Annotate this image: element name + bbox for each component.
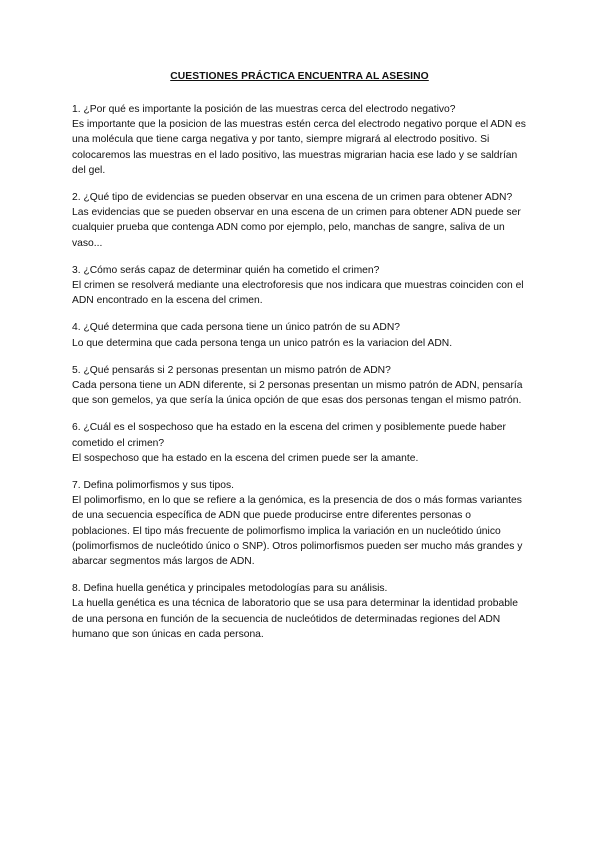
- question-text: 1. ¿Por qué es importante la posición de las muestras cerca del electrodo negativo?: [72, 104, 456, 115]
- question-text: 8. Defina huella genética y principales metodologías para su análisis.: [72, 583, 388, 595]
- answer-text: Cada persona tiene un ADN diferente, si 2 personas presentan un mismo patrón de ADN, pensaría que son gemelos, ya que sería la única opción de que esas dos personas tengan el mismo patrón.: [72, 380, 523, 407]
- answer-text: El polimorfismo, en lo que se refiere a la genómica, es la presencia de dos o más formas variantes de una secuencia específica de ADN que puede producirse entre diferentes personas o poblaciones. El tipo más frecuente de polimorfismo implica la variación en un nucleótido único (polimorfismos de nucleótido único o SNP). Otros polimorfismos pueden ser mucho más grandes y abarcar segmentos más largos de ADN.: [72, 495, 523, 568]
- question-block-7: [72, 478, 527, 569]
- question-block-3: [72, 263, 527, 309]
- question-text: 2. ¿Qué tipo de evidencias se pueden observar en una escena de un crimen para obtener ADN?: [72, 192, 513, 204]
- answer-text: Es importante que la posicion de las muestras estén cerca del electrodo negativo porque el ADN es una molécula que tiene carga negativa y por tanto, siempre migrará al electrodo positivo. Si colocaremos las muestras en el lado positivo, las muestras migrarian hacia ese lado y se saldrían del gel.: [72, 119, 526, 176]
- question-block-8: [72, 581, 527, 642]
- question-text: 3. ¿Cómo serás capaz de determinar quién ha cometido el crimen?: [72, 264, 380, 276]
- question-text: 6. ¿Cuál es el sospechoso que ha estado en la escena del crimen y posiblemente puede haber cometido el crimen?: [72, 422, 506, 449]
- answer-text: La huella genética es una técnica de laboratorio que se usa para determinar la identidad probable de una persona en función de la secuencia de nucleótidos de determinadas regiones del ADN humano que son únicas en cada persona.: [72, 598, 518, 640]
- question-block-2: [72, 190, 527, 251]
- question-text: 7. Defina polimorfismos y sus tipos.: [72, 480, 234, 492]
- answer-text: El sospechoso que ha estado en la escena del crimen puede ser la amante.: [72, 452, 419, 464]
- document-title: CUESTIONES PRÁCTICA ENCUENTRA AL ASESINO: [170, 71, 429, 82]
- question-block-5: [72, 363, 527, 409]
- question-text: 5. ¿Qué pensarás si 2 personas presentan un mismo patrón de ADN?: [72, 364, 391, 376]
- question-block-6: [72, 420, 527, 466]
- question-block-1: [72, 102, 527, 178]
- answer-text: Las evidencias que se pueden observar en una escena de un crimen para obtener ADN puede ser cualquier prueba que contenga ADN como por ejemplo, pelo, manchas de sangre, saliva de un vaso...: [72, 207, 521, 249]
- answer-text: El crimen se resolverá mediante una electroforesis que nos indicara que muestras coinciden con el ADN encontrado en la escena del crimen.: [72, 280, 524, 307]
- question-text: 4. ¿Qué determina que cada persona tiene un único patrón de su ADN?: [72, 322, 400, 334]
- question-block-4: [72, 320, 527, 350]
- answer-text: Lo que determina que cada persona tenga un unico patrón es la variacion del ADN.: [72, 337, 453, 349]
- document-page: [72, 70, 527, 654]
